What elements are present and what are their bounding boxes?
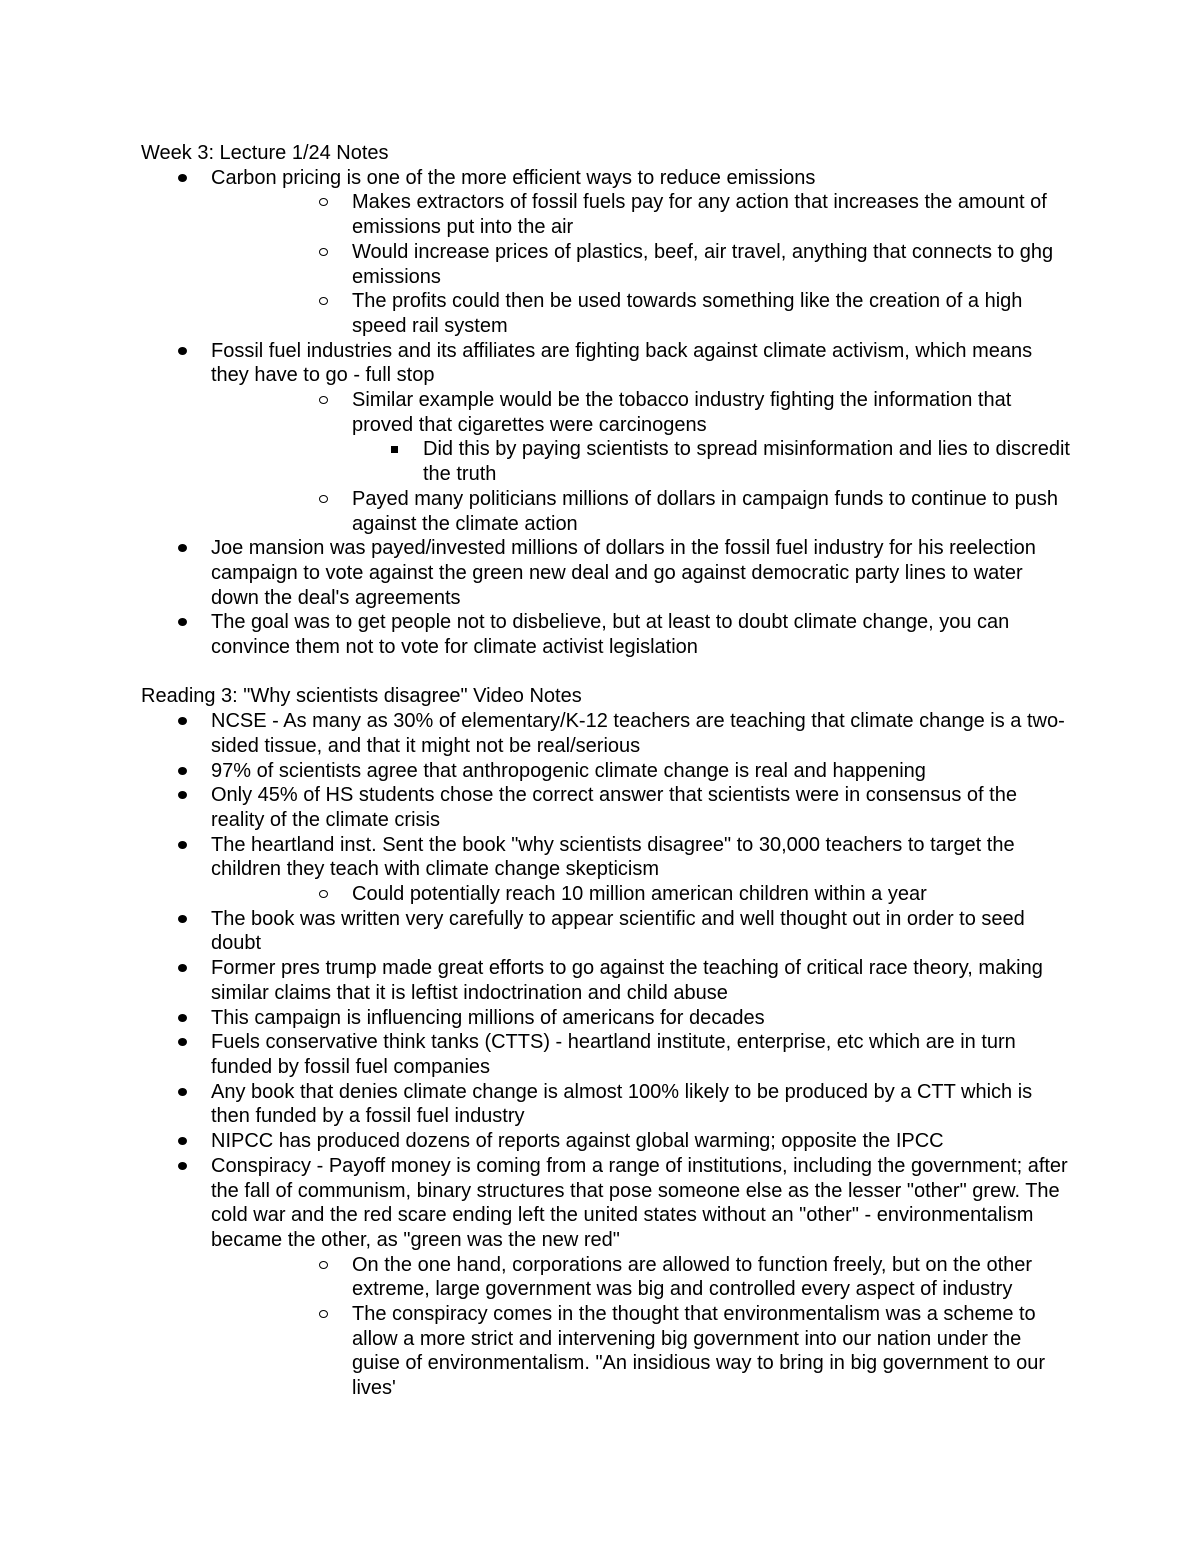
sub-list-item: Makes extractors of fossil fuels pay for any action that increases the amount of emissions put into the air [211,190,1071,239]
bullet-square-icon [391,446,398,453]
bullet-circle-icon [319,1310,328,1318]
sub-list-item: Would increase prices of plastics, beef, air travel, anything that connects to ghg emissions [211,240,1071,289]
list-item: Only 45% of HS students chose the correct answer that scientists were in consensus of the reality of the climate crisis [141,783,1071,832]
list-item: Fossil fuel industries and its affiliates are fighting back against climate activism, which means they have to go - full stop [141,339,1071,388]
bullet-circle-icon [319,198,328,206]
list-item: Joe mansion was payed/invested millions of dollars in the fossil fuel industry for his reelection campaign to vote against the green new deal and go against democratic party lines to water down the deal's agreements [141,536,1071,610]
bullet-disc-icon [178,717,187,725]
list-item: The goal was to get people not to disbelieve, but at least to doubt climate change, you can convince them not to vote for climate activist legislation [141,610,1071,659]
list-item: Fuels conservative think tanks (CTTS) - heartland institute, enterprise, etc which are in turn funded by fossil fuel companies [141,1030,1071,1079]
sub-list-item: Could potentially reach 10 million american children within a year [211,882,1071,907]
sub-list-item: Similar example would be the tobacco industry fighting the information that proved that cigarettes were carcinogens [211,388,1071,437]
bullet-circle-icon [319,248,328,256]
list-item: Conspiracy - Payoff money is coming from a range of institutions, including the government; after the fall of communism, binary structures that pose someone else as the lesser "other" grew. The cold war and the red scare ending left the united states without an "other" - environmentalism became the other, as "green was the new red" [141,1154,1071,1253]
bullet-circle-icon [319,396,328,404]
bullet-disc-icon [178,174,187,182]
lecture-notes-list [141,166,1071,660]
bullet-disc-icon [178,767,187,775]
bullet-disc-icon [178,1038,187,1046]
bullet-disc-icon [178,964,187,972]
section-title-lecture: Week 3: Lecture 1/24 Notes [141,142,389,164]
bullet-disc-icon [178,1137,187,1145]
bullet-circle-icon [319,1261,328,1269]
sub-list-item: The profits could then be used towards something like the creation of a high speed rail system [211,289,1071,338]
bullet-disc-icon [178,618,187,626]
bullet-disc-icon [178,1162,187,1170]
bullet-disc-icon [178,791,187,799]
sub-list-item: The conspiracy comes in the thought that environmentalism was a scheme to allow a more strict and intervening big government into our nation under the guise of environmentalism. "An insidious way to bring in big government to our lives' [211,1302,1071,1401]
list-item: Any book that denies climate change is almost 100% likely to be produced by a CTT which is then funded by a fossil fuel industry [141,1080,1071,1129]
reading-notes-list [141,709,1071,1401]
bullet-disc-icon [178,915,187,923]
bullet-disc-icon [178,1088,187,1096]
bullet-disc-icon [178,544,187,552]
bullet-circle-icon [319,890,328,898]
bullet-disc-icon [178,347,187,355]
list-item: NCSE - As many as 30% of elementary/K-12 teachers are teaching that climate change is a two-sided tissue, and that it might not be real/serious [141,709,1071,758]
bullet-disc-icon [178,841,187,849]
sub-list-item: On the one hand, corporations are allowed to function freely, but on the other extreme, large government was big and controlled every aspect of industry [211,1253,1071,1302]
list-item: This campaign is influencing millions of americans for decades [141,1006,1071,1031]
bullet-circle-icon [319,495,328,503]
section-title-reading: Reading 3: "Why scientists disagree" Video Notes [141,685,582,708]
sub-list-item: Payed many politicians millions of dollars in campaign funds to continue to push against the climate action [211,487,1071,536]
list-item: The book was written very carefully to appear scientific and well thought out in order to seed doubt [141,907,1071,956]
list-item: The heartland inst. Sent the book "why scientists disagree" to 30,000 teachers to target the children they teach with climate change skepticism [141,833,1071,882]
list-item: 97% of scientists agree that anthropogenic climate change is real and happening [141,759,1071,784]
list-item: Former pres trump made great efforts to go against the teaching of critical race theory, making similar claims that it is leftist indoctrination and child abuse [141,956,1071,1005]
list-item: NIPCC has produced dozens of reports against global warming; opposite the IPCC [141,1129,1071,1154]
list-item: Carbon pricing is one of the more efficient ways to reduce emissions [141,166,1071,191]
section-spacer [141,660,1071,685]
sub-sub-list-item: Did this by paying scientists to spread misinformation and lies to discredit the truth [211,437,1071,486]
document-page [141,141,1071,1401]
bullet-circle-icon [319,297,328,305]
bullet-disc-icon [178,1014,187,1022]
